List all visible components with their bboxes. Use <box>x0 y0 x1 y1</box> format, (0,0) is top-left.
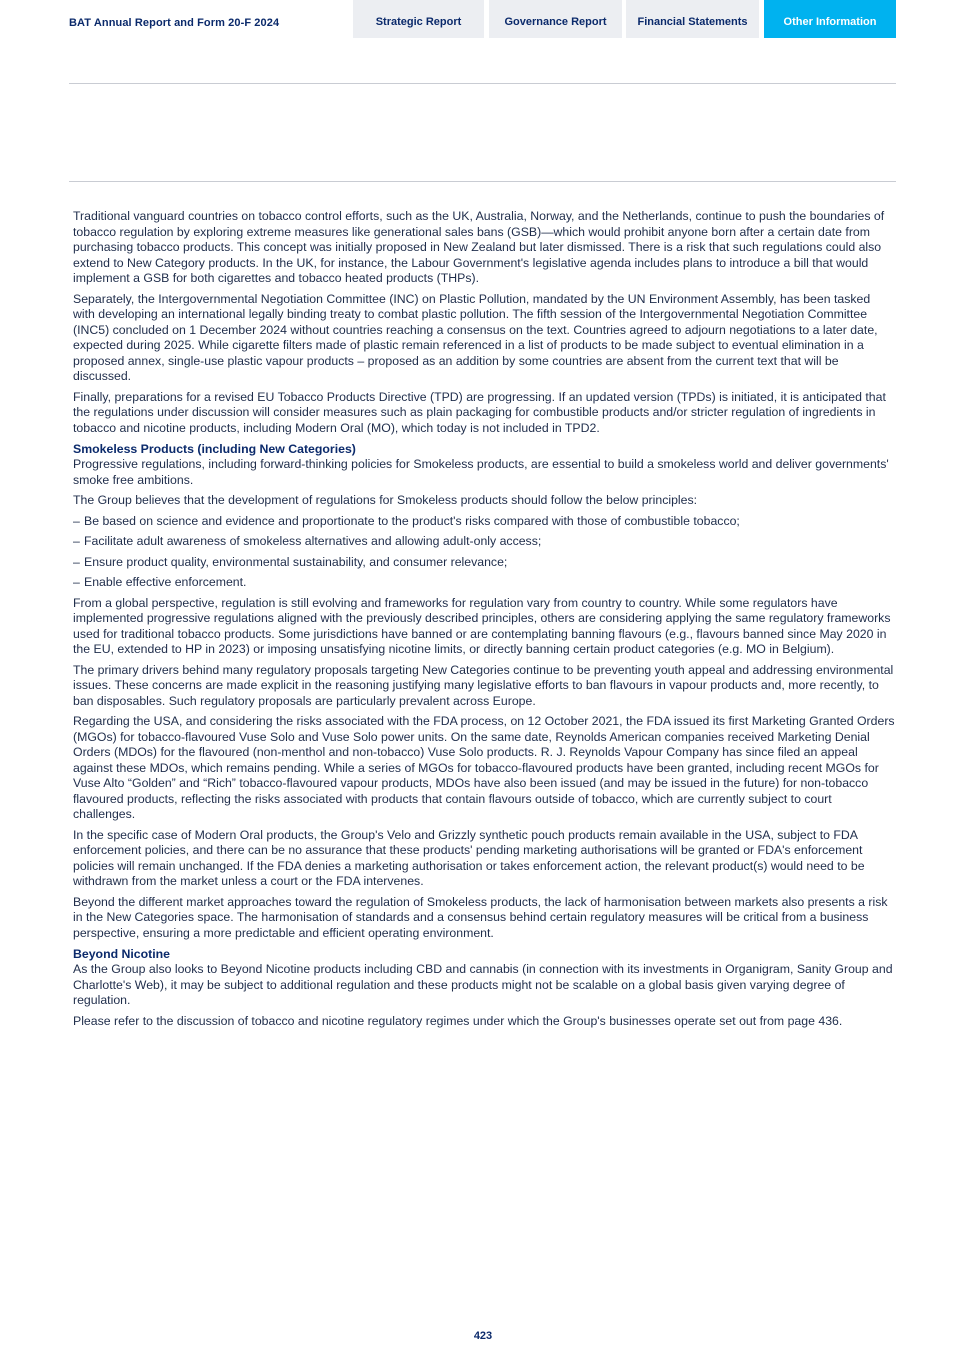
paragraph-principles-intro: The Group believes that the development of regulations for Smokeless products should follow the below principles: <box>73 493 698 507</box>
list-item: – Ensure product quality, environmental sustainability, and consumer relevance; <box>73 555 895 571</box>
list-item: – Be based on science and evidence and proportionate to the product's risks compared with those of combustible tobacco; <box>73 514 895 530</box>
heading-smokeless-products: Smokeless Products (including New Categories) <box>73 442 356 456</box>
paragraph-usa-fda: Regarding the USA, and considering the risks associated with the FDA process, on 12 October 2021, the FDA issued its first Marketing Granted Orders (MGOs) for tobacco-flavoured Vuse Solo and Vuse Solo power units. On the same date, Reynolds American companies received Marketing Denial Orders (MDOs) for the flavoured (non-menthol and non-tobacco) Vuse Solo products. R. J. Reynolds Vapour Company has since filed an appeal against these MDOs, which remains pending. While a series of MGOs for tobacco-flavoured products have been granted, including recent MGOs for Vuse Alto “Golden” and “Rich” tobacco-flavoured vapour products, MDOs have also been issued (and may be issued in the future) for non-tobacco flavoured products, reflecting the risks associated with products that contain flavours outside of tobacco, which are currently subject to court challenges. <box>73 714 895 821</box>
paragraph-tpd: Finally, preparations for a revised EU Tobacco Products Directive (TPD) are progressing. If an updated version (TPDs) is initiated, it is anticipated that the regulations under discussion will consider measures such as plain packaging for combustible products and/or stricter regulation of ingredients in tobacco and nicotine products, including Modern Oral (MO), which today is not included in TPD2. <box>73 389 886 435</box>
paragraph-gsb: Traditional vanguard countries on tobacco control efforts, such as the UK, Australia, Norway, and the Netherlands, continue to push the boundaries of tobacco regulation by exploring extreme measures like generational sales bans (GSB)—which would prohibit anyone born after a certain date from purchasing tobacco products. This concept was initially proposed in New Zealand but later dismissed. There is a risk that such regulations could also extend to New Category products. In the UK, for instance, the Labour Government's legislative agenda includes plans to introduce a bill that would implement a GSB for both cigarettes and tobacco heated products (THPs). <box>73 209 885 285</box>
page-number: 423 <box>473 1330 493 1342</box>
top-divider <box>69 83 896 84</box>
tab-strategic-report[interactable]: Strategic Report <box>353 0 484 38</box>
page-header <box>0 0 966 40</box>
paragraph-primary-drivers: The primary drivers behind many regulatory proposals targeting New Categories continue to be preventing youth appeal and addressing environmental issues. These concerns are made explicit in the reasoning justifying many legislative efforts to ban flavours in vapour products and, more recently, to ban disposables. Such regulatory proposals are particularly prevalent across Europe. <box>73 662 894 708</box>
heading-beyond-nicotine: Beyond Nicotine <box>73 947 171 961</box>
principles-list <box>73 514 895 591</box>
paragraph-plastic-pollution: Separately, the Intergovernmental Negotiation Committee (INC) on Plastic Pollution, mandated by the UN Environment Assembly, has been tasked with developing an international legally binding treaty to combat plastic pollution. The fifth session of the Intergovernmental Negotiation Committee (INC5) concluded on 1 December 2024 without countries reaching a consensus on the text. Countries agreed to adjourn negotiations to a later date, expected during 2025. While cigarette filters made of plastic remain referenced in a list of products to be made subject to eventual elimination in a proposed annex, single-use plastic vapour products – proposed as an addition by some countries are absent from the current text that will be discussed. <box>73 291 878 383</box>
paragraph-beyond-nicotine: As the Group also looks to Beyond Nicotine products including CBD and cannabis (in connection with its investments in Organigram, Sanity Group and Charlotte's Web), it may be subject to additional regulation and these products might not be scalable on a global basis given varying degree of regulation. <box>73 962 893 1007</box>
paragraph-progressive-regulations: Progressive regulations, including forward-thinking policies for Smokeless products, are essential to build a smokeless world and deliver governments' smoke free ambitions. <box>73 457 889 487</box>
tab-financial-statements[interactable]: Financial Statements <box>626 0 759 38</box>
tab-governance-report[interactable]: Governance Report <box>489 0 622 38</box>
document-title: BAT Annual Report and Form 20-F 2024 <box>69 17 280 29</box>
paragraph-harmonisation: Beyond the different market approaches toward the regulation of Smokeless products, the lack of harmonisation between markets also presents a risk in the New Categories space. The harmonisation of standards and a consensus behind certain regulatory measures will be critical from a business perspective, ensuring a more predictable and efficient operating environment. <box>73 894 888 940</box>
main-content <box>73 209 895 1034</box>
section-divider <box>69 181 896 182</box>
paragraph-modern-oral: In the specific case of Modern Oral products, the Group's Velo and Grizzly synthetic pouch products remain available in the USA, subject to FDA enforcement policies, and there can be no assurance that these products' pending marketing authorisations will be granted or FDA's enforcement policies will remain unchanged. If the FDA denies a marketing authorisation or takes enforcement action, the relevant product(s) would need to be withdrawn from the market unless a court or the FDA intervenes. <box>73 827 865 888</box>
paragraph-page-reference: Please refer to the discussion of tobacco and nicotine regulatory regimes under which the Group's businesses operate set out from page 436. <box>73 1013 843 1028</box>
list-item: – Enable effective enforcement. <box>73 575 895 591</box>
paragraph-global-perspective: From a global perspective, regulation is still evolving and frameworks for regulation vary from country to country. While some regulators have implemented progressive regulations aligned with the previously described principles, others are considering applying the same regulatory frameworks used for traditional tobacco products. Some jurisdictions have banned or are contemplating banning flavours (e.g., flavours banned since May 2020 in the EU, extended to HP in 2023) or imposing unsatisfying nicotine limits, or directly banning certain product categories (e.g. MO in Belgium). <box>73 595 891 656</box>
list-item: – Facilitate adult awareness of smokeless alternatives and allowing adult-only access; <box>73 534 895 550</box>
tab-other-information[interactable]: Other Information <box>764 0 896 38</box>
